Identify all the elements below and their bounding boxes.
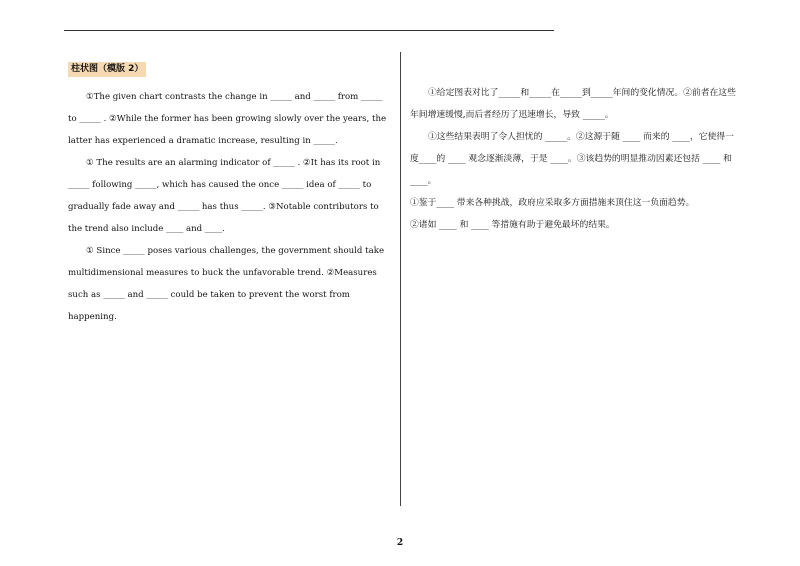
chinese-paragraph-2: ①这些结果表明了令人担忧的 _____。②这源于随 ____ 而来的 ____，它使得一度____的 ____ 观念逐渐淡薄，于是 ____。③该趋势的明显推动因素还包括 ____ 和 ____。: [410, 132, 734, 186]
chinese-paragraph-1: ①给定图表对比了_____和_____在_____到_____年间的变化情况。②前者在这些年间增速缓慢,而后者经历了迅速增长，导致 _____。: [410, 88, 736, 120]
top-rule: [64, 30, 554, 31]
page-number: 2: [396, 538, 404, 548]
column-divider: [400, 52, 401, 506]
english-paragraph-1: ①The given chart contrasts the change in _____ and _____ from _____ to _____ . ②While the former has been growing slowly over the years, the latter has experienced a dramatic increase, resulting in _____.: [68, 92, 387, 146]
left-column: [68, 58, 390, 328]
english-paragraph-2: ① The results are an alarming indicator of _____ . ②It has its root in _____ following _____, which has caused the once _____ idea of _____ to gradually fade away and _____ has thus _____. ③Notable contributors to the trend also include ____ and ____.: [68, 158, 381, 234]
chinese-paragraph-4: ②诸如 ____ 和 ____ 等措施有助于避免最坏的结果。: [410, 220, 615, 230]
section-heading: 柱状图（模版 2）: [68, 62, 146, 77]
right-column: [410, 82, 740, 236]
english-paragraph-3: ① Since _____ poses various challenges, the government should take multidimensional measures to buck the unfavorable trend. ②Measures such as _____ and _____ could be taken to prevent the worst from happening.: [68, 246, 385, 322]
chinese-paragraph-3: ①鉴于____ 带来各种挑战，政府应采取多方面措施来顶住这一负面趋势。: [410, 198, 695, 208]
